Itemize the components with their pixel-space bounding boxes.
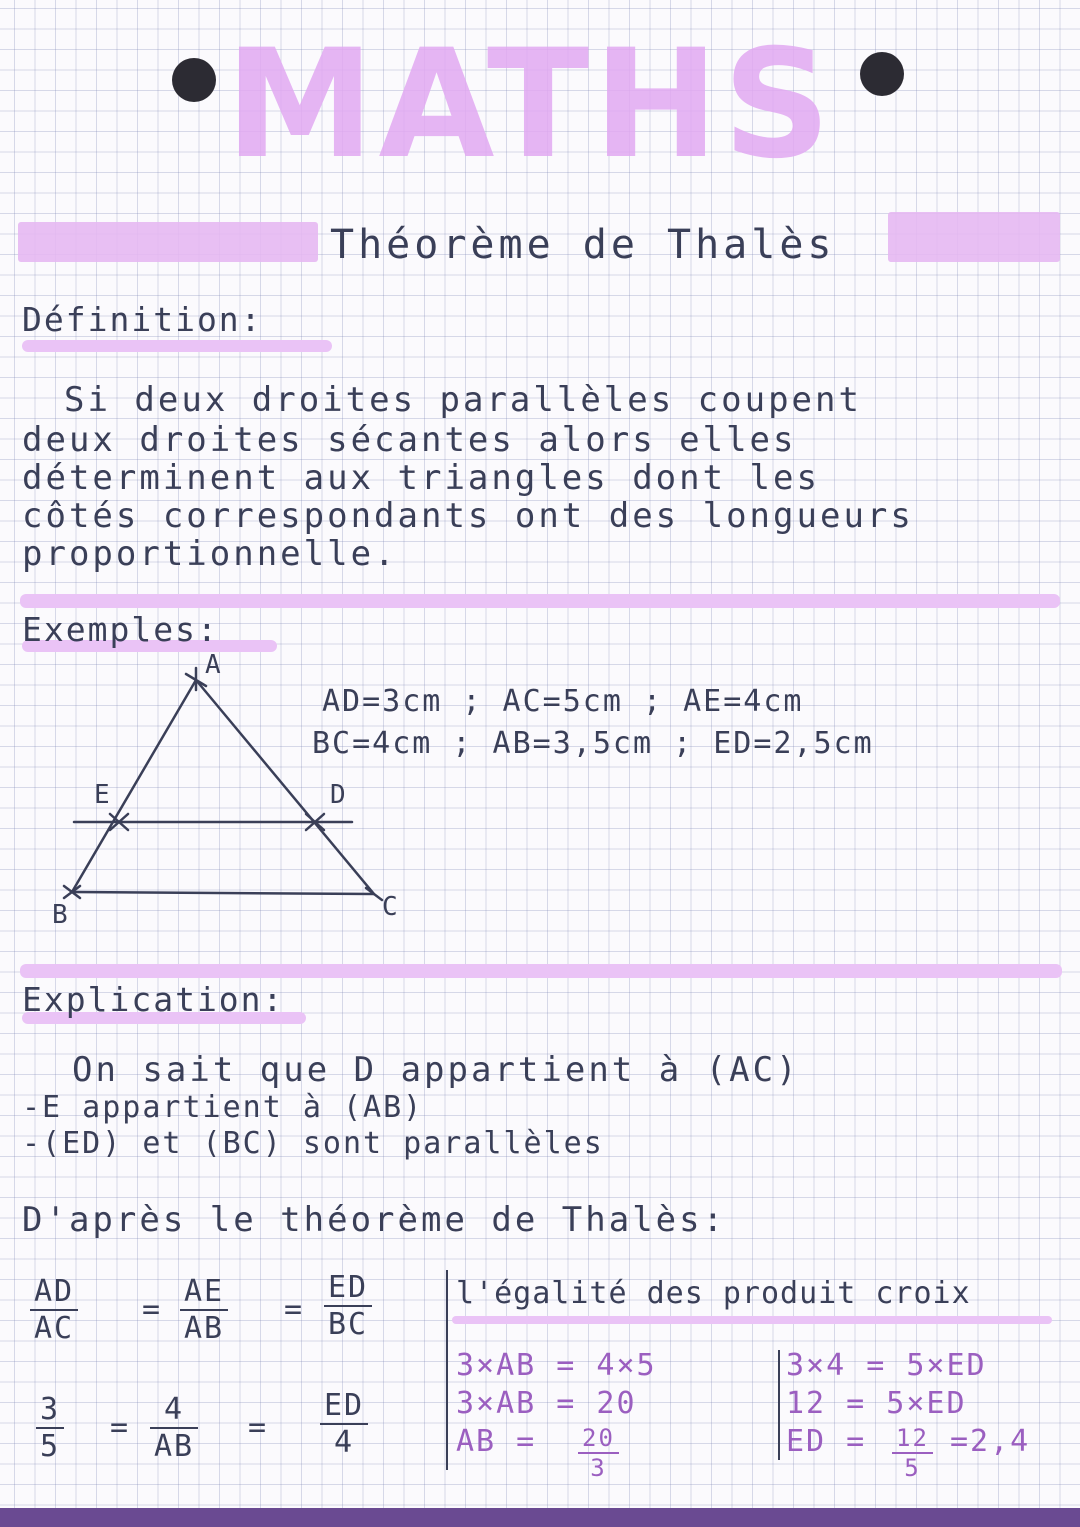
point-a-label: A (205, 650, 221, 680)
definition-line-2: deux droites sécantes alors elles (22, 420, 797, 460)
cross-col1-line-1: 3×AB = 4×5 (456, 1348, 657, 1383)
definition-line-1: Si deux droites parallèles coupent (64, 380, 862, 420)
fraction-3-5-denominator: 5 (40, 1429, 61, 1464)
fraction-12-5 (892, 1424, 933, 1482)
point-b-label: B (52, 900, 68, 930)
cross-product-divider-1 (446, 1270, 448, 1470)
definition-underline (22, 340, 332, 352)
according-line: D'après le théorème de Thalès: (22, 1200, 727, 1240)
segment-bc (72, 892, 374, 894)
subtitle-highlight-right (888, 212, 1060, 262)
fraction-ae-ab-numerator: AE (180, 1274, 228, 1311)
fraction-ae-ab (180, 1274, 228, 1346)
fraction-ad-ac (30, 1274, 78, 1346)
definition-line-3: déterminent aux triangles dont les (22, 458, 820, 498)
fraction-20-3-numerator: 20 (578, 1424, 619, 1454)
fraction-4-ab (150, 1392, 198, 1464)
cross-col1-line-2: 3×AB = 20 (456, 1386, 637, 1421)
cross-product-title: l'égalité des produit croix (456, 1276, 971, 1311)
equals-sign-3: = (110, 1410, 129, 1445)
measures-line-1: AD=3cm ; AC=5cm ; AE=4cm (322, 684, 804, 719)
point-d-label: D (330, 780, 346, 810)
page-title: MATHS (225, 18, 835, 192)
explanation-line-1: On sait que D appartient à (AC) (72, 1050, 800, 1090)
equals-sign-1: = (142, 1292, 161, 1327)
cross-col2-result: =2,4 (950, 1424, 1031, 1459)
measures-line-2: BC=4cm ; AB=3,5cm ; ED=2,5cm (312, 726, 874, 761)
segment-ac (196, 680, 374, 894)
cross-col1-line-3: AB = (456, 1424, 537, 1459)
fraction-ed-bc (324, 1270, 372, 1342)
cross-col2-line-2: 12 = 5×ED (786, 1386, 967, 1421)
fraction-4-ab-denominator: AB (154, 1429, 195, 1464)
subtitle: Théorème de Thalès (330, 222, 836, 268)
definition-line-4: côtés correspondants ont des longueurs (22, 496, 914, 536)
separator-2 (20, 964, 1062, 978)
cross-title-underline (452, 1316, 1052, 1324)
equals-sign-2: = (284, 1292, 303, 1327)
separator-1 (20, 594, 1060, 608)
fraction-12-5-denominator: 5 (904, 1454, 921, 1482)
fraction-ad-ac-numerator: AD (30, 1274, 78, 1311)
definition-line-5: proportionnelle. (22, 534, 398, 574)
fraction-ed-4-numerator: ED (320, 1388, 368, 1425)
explanation-line-3: -(ED) et (BC) sont parallèles (22, 1126, 604, 1161)
explanation-line-2: -E appartient à (AB) (22, 1090, 424, 1125)
fraction-ad-ac-denominator: AC (34, 1311, 75, 1346)
cross-product-divider-2 (778, 1350, 780, 1460)
binder-hole-right (860, 52, 904, 96)
fraction-12-5-numerator: 12 (892, 1424, 933, 1454)
examples-heading: Exemples: (22, 610, 219, 649)
fraction-ed-bc-denominator: BC (328, 1307, 369, 1342)
equals-sign-4: = (248, 1410, 267, 1445)
definition-heading: Définition: (22, 300, 263, 339)
cross-col2-line-3: ED = (786, 1424, 867, 1459)
fraction-ed-4 (320, 1388, 368, 1460)
explanation-heading: Explication: (22, 980, 285, 1019)
fraction-3-5-numerator: 3 (36, 1392, 64, 1429)
point-c-label: C (382, 892, 398, 922)
fraction-4-ab-numerator: 4 (150, 1392, 198, 1429)
fraction-20-3 (578, 1424, 619, 1482)
fraction-ed-4-denominator: 4 (334, 1425, 355, 1460)
notebook-bottom-edge (0, 1508, 1080, 1527)
fraction-20-3-denominator: 3 (590, 1454, 607, 1482)
fraction-ae-ab-denominator: AB (184, 1311, 225, 1346)
cross-col2-line-1: 3×4 = 5×ED (786, 1348, 987, 1383)
fraction-3-5 (36, 1392, 64, 1464)
subtitle-highlight-left (18, 222, 318, 262)
segment-ab (72, 680, 196, 892)
point-e-label: E (94, 780, 110, 810)
fraction-ed-bc-numerator: ED (324, 1270, 372, 1307)
